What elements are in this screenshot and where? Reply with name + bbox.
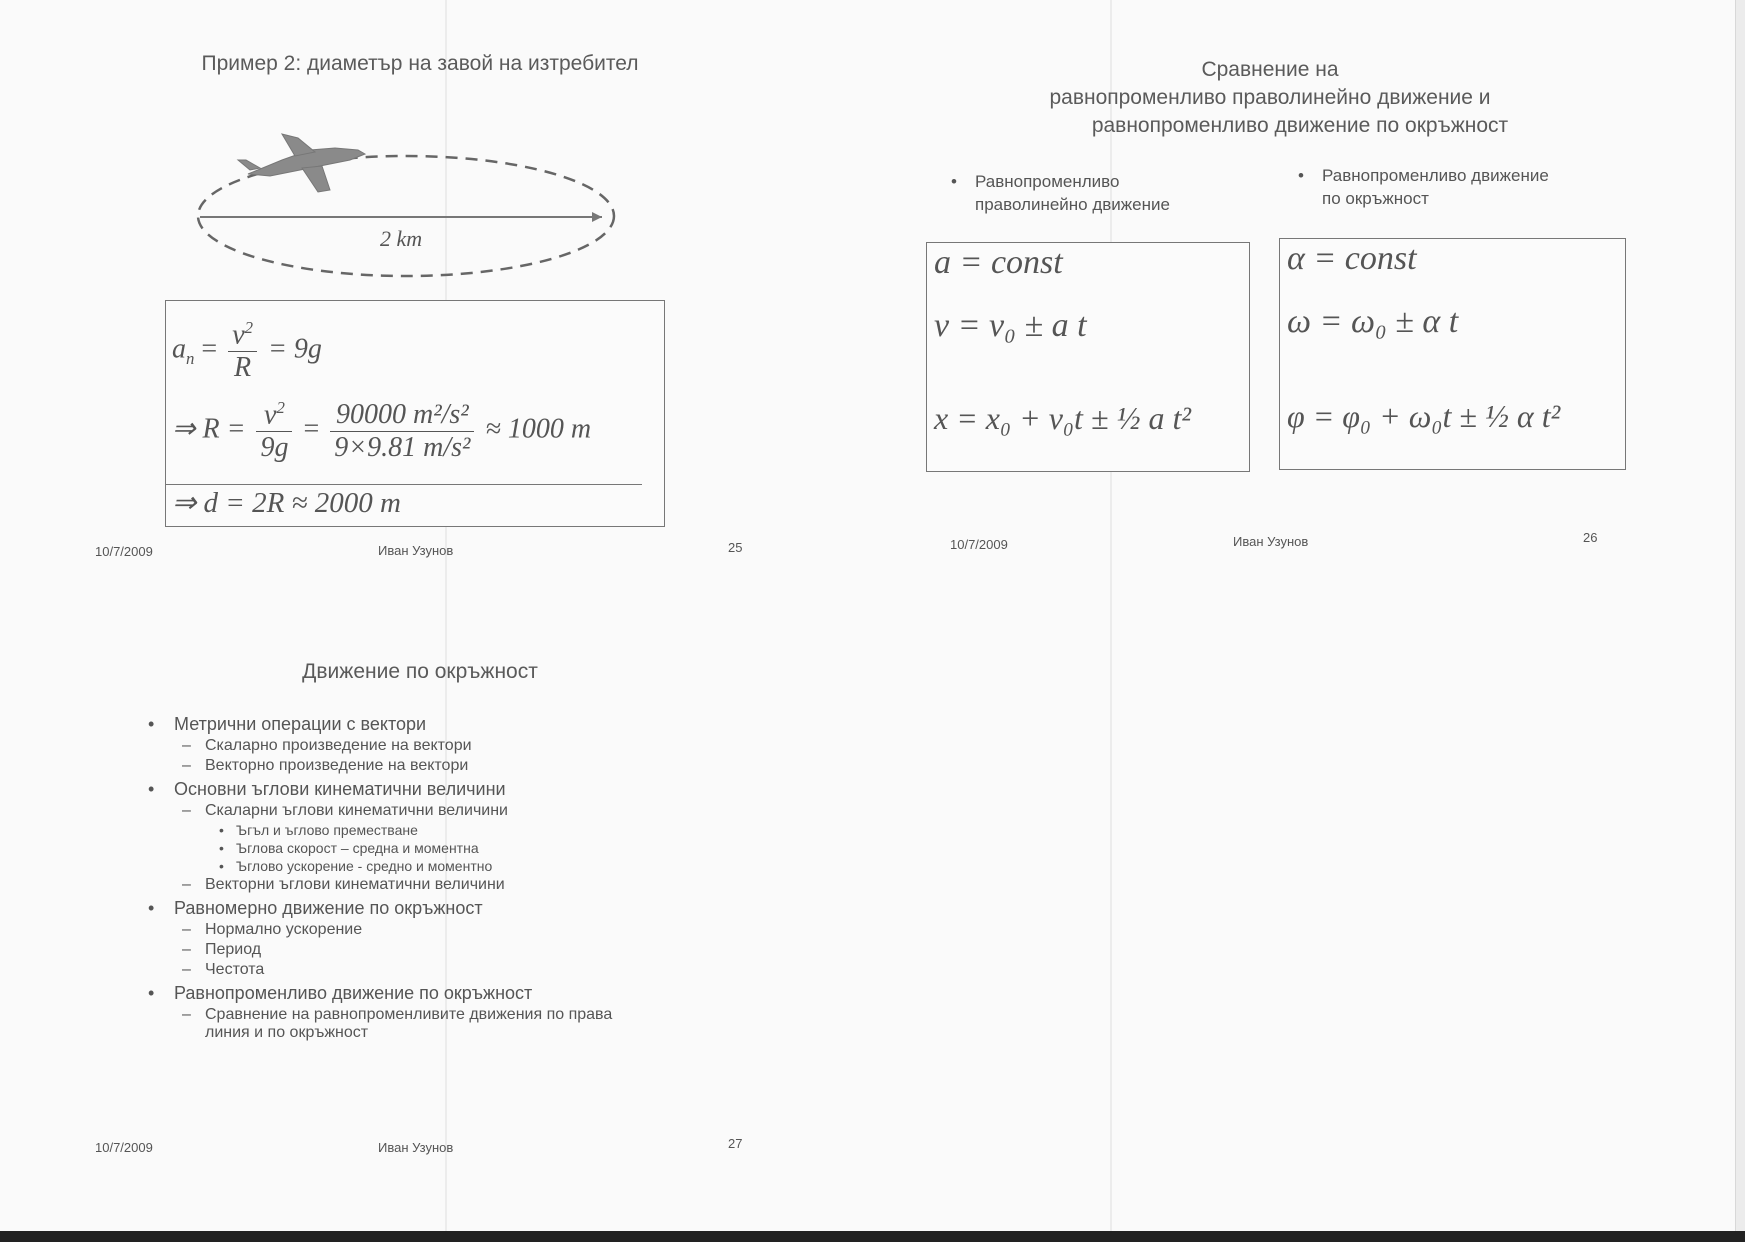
heading-line: праволинейно движение [975, 195, 1170, 214]
slide-25-title: Пример 2: диаметър на завой на изтребител [201, 52, 639, 75]
bullet-icon: • [1298, 166, 1304, 185]
list-item: – Скаларни ъглови кинематични величини [174, 802, 612, 820]
list-item: • Ъглова скорост – средна и моментна [174, 840, 612, 856]
denominator: R [234, 352, 252, 384]
page-number: 27 [728, 1136, 743, 1151]
title-line: равнопроменливо движение по окръжност [1091, 114, 1509, 137]
list-item: • Основни ъглови кинематични величини [174, 779, 612, 800]
circular-motion-heading [1298, 164, 1549, 210]
list-item: – Период [174, 941, 612, 959]
heading-line: Равнопроменливо движение [1322, 166, 1549, 185]
fraction-v2-over-9g: $\frac{v^2}{9g}$ [256, 398, 292, 464]
continuation-text: линия и по окръжност [205, 1024, 369, 1041]
list-item: – Честота [174, 961, 612, 979]
list-item: – Нормално ускорение [174, 921, 612, 939]
eq-angular-position: φ = φ₀ + ω₀t ± ½ α t² [1287, 398, 1561, 434]
rhs-9g: = 9g [268, 333, 322, 365]
list-item: – Векторно произведение на вектори [174, 757, 612, 775]
slide-27-title: Движение по окръжност [302, 660, 538, 683]
bullet-icon: • [951, 172, 957, 191]
heading-line: Равнопроменливо [975, 172, 1120, 191]
eq-normal-acceleration: $a_n$ = $\frac{v^2}{R}$ = 9g [172, 318, 322, 384]
denominator: 9g [260, 432, 289, 464]
list-item: • Равномерно движение по окръжност [174, 898, 612, 919]
eq-linear-position: x = x₀ + v₀t ± ½ a t² [934, 400, 1191, 436]
subscript-n: n [186, 349, 195, 369]
eq-angular-acceleration: α = const [1287, 240, 1417, 277]
footer-author: Иван Узунов [1233, 534, 1309, 549]
footer-author: Иван Узунов [378, 543, 454, 558]
heading-line: по окръжност [1322, 189, 1429, 208]
numerator: v [264, 399, 277, 431]
list-item: • Ъглово ускорение - средно и моментно [174, 858, 612, 874]
title-line: Сравнение на [1201, 58, 1339, 81]
list-item: • Ъгъл и ъглово преместване [174, 822, 612, 838]
fighter-jet-icon [238, 134, 365, 192]
page-number: 25 [728, 540, 743, 555]
eq-linear-velocity: v = v₀ ± a t [934, 307, 1087, 344]
title-line: равнопроменливо праволинейно движение и [1049, 86, 1491, 109]
eq-angular-velocity: ω = ω₀ ± α t [1287, 303, 1459, 340]
list-item: • Метрични операции с вектори [174, 714, 612, 735]
radius-prefix: ⇒ R = [172, 413, 246, 445]
list-item: – Сравнение на равнопроменливите движения по права [174, 1006, 612, 1024]
eq-linear-acceleration: a = const [934, 244, 1063, 281]
symbol-a: a [172, 333, 186, 365]
fraction-numeric [330, 399, 474, 464]
eq-diameter: ⇒ d = 2R ≈ 2000 m [165, 484, 642, 520]
page-number: 26 [1583, 530, 1598, 545]
numerator: v [232, 319, 245, 351]
footer-date: 10/7/2009 [950, 537, 1008, 552]
list-item: – Векторни ъглови кинематични величини [174, 876, 612, 894]
list-item: – Скаларно произведение на вектори [174, 737, 612, 755]
scan-bottom-edge [0, 1231, 1745, 1242]
radius-result: ≈ 1000 m [485, 413, 592, 445]
footer-author: Иван Узунов [378, 1140, 454, 1155]
list-item-continuation [174, 1024, 612, 1042]
footer-date: 10/7/2009 [95, 1140, 153, 1155]
numerator: 90000 m²/s² [330, 399, 474, 432]
eq-radius: ⇒ R = $\frac{v^2}{9g}$ = $\frac{\text{90000 m²/s²}}{\text{9×9.81 m/s²}}$ ≈ 1000 m [172, 398, 592, 464]
slide-26-title [1000, 56, 1540, 140]
footer-date: 10/7/2009 [95, 544, 153, 559]
fraction-v2-over-R: $\frac{v^2}{R}$ [228, 318, 257, 384]
denominator: 9×9.81 m/s² [334, 431, 471, 463]
topic-list [174, 710, 612, 1042]
turn-diagram [190, 120, 620, 290]
list-item: • Равнопроменливо движение по окръжност [174, 983, 612, 1004]
linear-motion-heading [951, 170, 1170, 216]
scan-edge [1735, 0, 1745, 1242]
arrow-right-icon [592, 212, 602, 222]
distance-label: 2 km [380, 226, 423, 251]
